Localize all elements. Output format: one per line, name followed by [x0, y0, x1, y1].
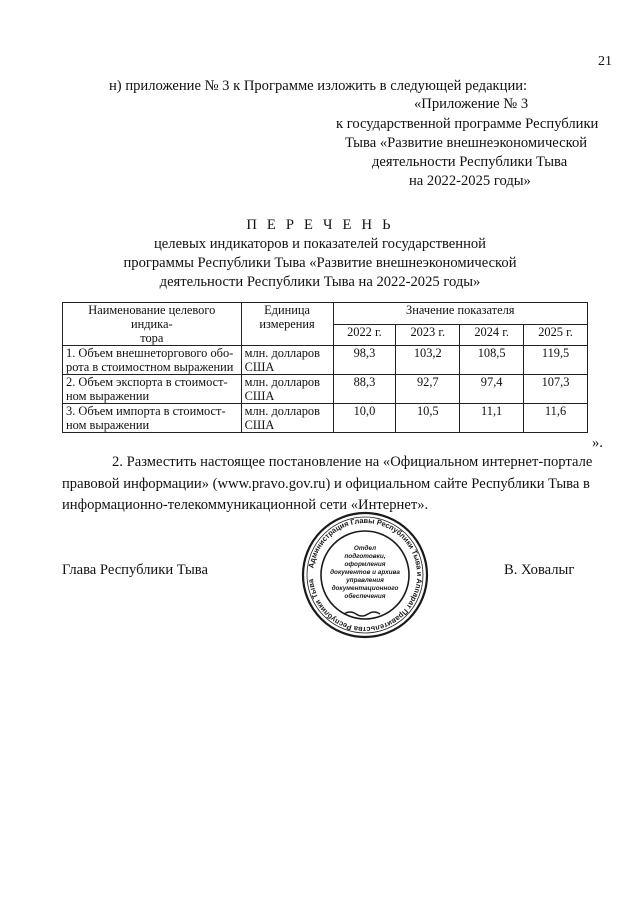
indicator-value: 88,3: [333, 375, 396, 404]
stamp-center-line: оформления: [344, 561, 386, 568]
indicator-unit-line: США: [244, 360, 275, 374]
paragraph-line: правовой информации» (www.pravo.gov.ru) и официальном сайте Республики Тыва в: [62, 475, 590, 492]
appendix-line: «Приложение № 3: [414, 96, 529, 112]
indicator-unit-line: млн. долларов: [244, 346, 320, 360]
header-year: 2024 г.: [460, 324, 524, 346]
stamp-ring-text: Администрация Главы Республики Тыва и Аппарат Правительства Республики Тыва: [306, 515, 425, 635]
indicator-value: 11,1: [460, 404, 524, 433]
paragraph-line: информационно-телекоммуникационной сети «Интернет».: [62, 497, 429, 513]
stamp-center-line: обеспечения: [344, 593, 386, 600]
appendix-line: к государственной программе Республики: [336, 116, 599, 132]
indicator-name-line: 1. Объем внешнеторгового обо-: [66, 346, 234, 360]
indicator-name-line: 3. Объем импорта в стоимост-: [66, 404, 226, 418]
document-title: П Е Р Е Ч Е Н Ь: [246, 217, 394, 233]
stamp-center-line: документов и архива: [330, 569, 400, 576]
paragraph-line: 2. Разместить настоящее постановление на «Официальном интернет-портале: [112, 454, 593, 470]
header-name-line: Наименование целевого индика-: [88, 303, 216, 331]
indicator-value: 10,5: [396, 404, 460, 433]
appendix-line: на 2022-2025 годы»: [409, 173, 531, 189]
header-name-line: тора: [140, 331, 164, 345]
indicators-table: [62, 302, 588, 433]
indicator-name-line: 2. Объем экспорта в стоимост-: [66, 375, 228, 389]
header-unit-line: Единица: [264, 303, 311, 317]
stamp-center-line: документационного: [331, 585, 399, 592]
indicator-unit: [241, 375, 333, 404]
appendix-line: деятельности Республики Тыва: [372, 154, 568, 170]
header-value: Значение показателя: [333, 303, 588, 325]
header-unit-line: измерения: [259, 317, 315, 331]
official-stamp: [300, 510, 430, 640]
stamp-center-line: управления: [346, 577, 384, 584]
indicator-value: 97,4: [460, 375, 524, 404]
indicator-value: 107,3: [524, 375, 588, 404]
indicator-value: 119,5: [524, 346, 588, 375]
header-year: 2023 г.: [396, 324, 460, 346]
signatory-position: Глава Республики Тыва: [62, 562, 208, 578]
indicator-unit-line: млн. долларов: [244, 404, 320, 418]
indicator-name-line: рота в стоимостном выражении: [66, 360, 234, 374]
indicator-unit: [241, 346, 333, 375]
page-number: 21: [598, 54, 612, 69]
indicator-value: 11,6: [524, 404, 588, 433]
indicator-value: 103,2: [396, 346, 460, 375]
appendix-line: Тыва «Развитие внешнеэкономической: [345, 135, 588, 151]
signatory-name: В. Ховалыг: [504, 562, 575, 578]
table-row: [63, 375, 588, 404]
table-row: [63, 346, 588, 375]
subtitle-line: целевых индикаторов и показателей государственной: [154, 236, 486, 252]
stamp-center-line: подготовки,: [344, 553, 386, 560]
indicator-value: 10,0: [333, 404, 396, 433]
table-header-row: [63, 303, 588, 325]
subtitle-line: программы Республики Тыва «Развитие внешнеэкономической: [123, 255, 517, 271]
closing-quote: ».: [592, 435, 603, 451]
item-intro: н) приложение № 3 к Программе изложить в следующей редакции:: [109, 78, 528, 94]
indicator-value: 108,5: [460, 346, 524, 375]
stamp-center-line: Отдел: [353, 545, 377, 552]
indicator-value: 92,7: [396, 375, 460, 404]
indicator-name-line: ном выражении: [66, 418, 150, 432]
header-name: [63, 303, 242, 346]
indicator-name: [63, 404, 242, 433]
indicator-value: 98,3: [333, 346, 396, 375]
indicator-unit-line: млн. долларов: [244, 375, 320, 389]
indicator-name: [63, 346, 242, 375]
indicator-unit-line: США: [244, 389, 275, 403]
indicator-name-line: ном выражении: [66, 389, 150, 403]
indicator-unit-line: США: [244, 418, 275, 432]
header-unit: [241, 303, 333, 346]
subtitle-line: деятельности Республики Тыва на 2022-2025 годы»: [159, 274, 481, 290]
header-year: 2022 г.: [333, 324, 396, 346]
header-year: 2025 г.: [524, 324, 588, 346]
paragraph: [62, 452, 610, 517]
table-row: [63, 404, 588, 433]
indicator-name: [63, 375, 242, 404]
indicator-unit: [241, 404, 333, 433]
